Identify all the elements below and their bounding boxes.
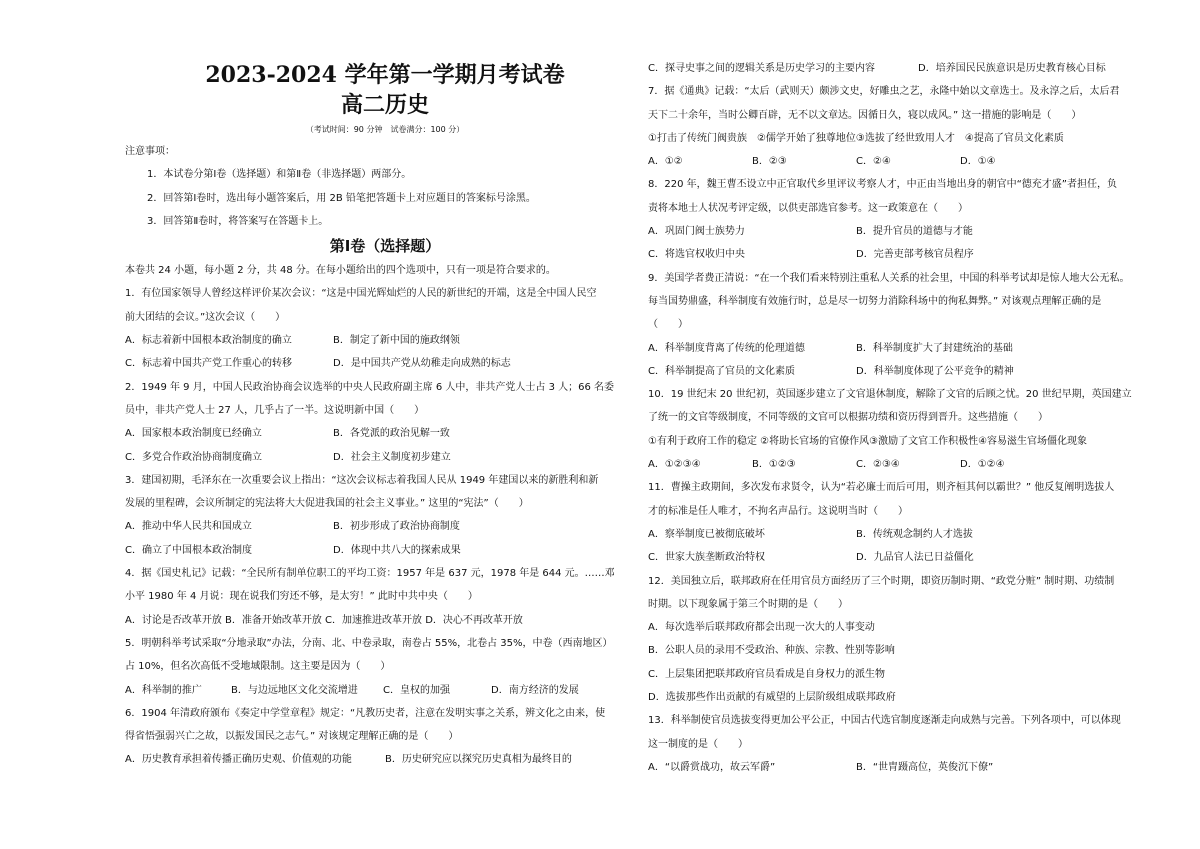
question-stem: 前大团结的会议。”这次会议（ ） [125, 311, 286, 323]
options-row [125, 329, 645, 352]
question-stem: 才的标准是任人唯才，不拘名声品行。这说明当时（ ） [648, 505, 908, 517]
options-line: A．讨论是否改革开放 B．准备开始改革开放 C．加速推进改革开放 D．决心不再改革开放 [125, 614, 523, 626]
question-4 [125, 562, 645, 632]
options-row [125, 748, 645, 771]
options-row [125, 352, 645, 375]
option-a: A．历史教育承担着传播正确历史观、价值观的功能 [125, 754, 352, 766]
question-stem: 10．19 世纪末 20 世纪初，英国逐步建立了文官退休制度，解除了文官的后顾之忧。20 世纪早期，英国建立 [648, 389, 1132, 401]
question-3 [125, 469, 645, 562]
option-a: A．①②③④ [648, 459, 701, 471]
question-stem: 13．科举制使官员选拔变得更加公平公正，中国古代选官制度逐渐走向成熟与完善。下列各项中，可以体现 [648, 715, 1121, 727]
options-row [648, 150, 1168, 173]
question-stem: 责将本地士人状况考评定级，以供吏部选官参考。这一政策意在（ ） [648, 202, 968, 214]
question-9 [648, 267, 1168, 383]
option-d: D．是中国共产党从幼稚走向成熟的标志 [333, 358, 511, 370]
options-row [125, 679, 645, 702]
option-b: B．历史研究应以探究历史真相为最终目的 [385, 754, 572, 766]
question-stem: 了统一的文官等级制度，不同等级的文官可以根据功绩和资历得到晋升。这些措施（ ） [648, 412, 1048, 424]
options-row [125, 422, 645, 445]
option-a: A．巩固门阀士族势力 [648, 226, 745, 238]
option-b: B．科举制度扩大了封建统治的基础 [856, 342, 1013, 354]
option-b: B．“世胄蹑高位，英俊沉下僚” [856, 761, 994, 773]
option-d: D．南方经济的发展 [491, 684, 579, 696]
question-stem: ①有利于政府工作的稳定 ②将助长官场的官僚作风③激励了文官工作积极性④容易滋生官场僵化现象 [648, 435, 1088, 447]
option-d: D．①④ [960, 156, 996, 168]
question-6 [125, 702, 645, 772]
option-c: C．标志着中国共产党工作重心的转移 [125, 358, 292, 370]
option-c: C．②③④ [856, 459, 900, 471]
option-d: D．①②④ [960, 459, 1005, 471]
option-b: B．①②③ [752, 459, 796, 471]
question-stem: 2．1949 年 9 月，中国人民政治协商会议选举的中央人民政府副主席 6 人中，非共产党人士占 3 人；66 名委 [125, 381, 615, 393]
option-b: B．②③ [752, 156, 787, 168]
notice-item: 1．本试卷分第Ⅰ卷（选择题）和第Ⅱ卷（非选择题）两部分。 [147, 169, 412, 181]
option-b: B．与边远地区文化交流增进 [231, 684, 358, 696]
question-stem: 天下二十余年，当时公卿百辟，无不以文章达。因循日久，寝以成风。” 这一措施的影响是（ ） [648, 109, 1082, 121]
options-row [648, 243, 1168, 266]
option-b: B．传统观念制约人才选拔 [856, 528, 973, 540]
option-c: C．多党合作政治协商制度确立 [125, 451, 262, 463]
option-b: B．制定了新中国的施政纲领 [333, 335, 460, 347]
option-b: B．初步形成了政治协商制度 [333, 521, 460, 533]
question-stem: 得省悟强弱兴亡之故，以振发国民之志气。” 对该规定理解正确的是（ ） [125, 731, 459, 743]
option-a: A．察举制度已被彻底破坏 [648, 528, 765, 540]
question-7 [648, 80, 1168, 173]
option-c: C．皇权的加强 [383, 684, 450, 696]
option-a: A．标志着新中国根本政治制度的确立 [125, 335, 292, 347]
option-b: B．公职人员的录用不受政治、种族、宗教、性别等影响 [648, 645, 895, 657]
notice-heading: 注意事项： [125, 146, 175, 157]
option-a: A．①② [648, 156, 683, 168]
question-stem: 每当国势鼎盛，科举制度有效施行时，总是尽一切努力消除科场中的徇私舞弊。” 对该观点理解正确的是 [648, 295, 1102, 307]
options-row [648, 453, 1168, 476]
option-c: C．世家大族垄断政治特权 [648, 552, 765, 564]
option-d: D．科举制度体现了公平竞争的精神 [856, 365, 1014, 377]
options-row [648, 756, 1168, 779]
option-d: D．选拔那些作出贡献的有威望的上层阶级组成联邦政府 [648, 692, 896, 704]
option-d: D．体现中共八大的探索成果 [333, 544, 461, 556]
option-c: C．确立了中国根本政治制度 [125, 544, 252, 556]
question-stem: 3．建国初期，毛泽东在一次重要会议上指出：“这次会议标志着我国人民从 1949 年建国以来的新胜利和新 [125, 474, 599, 486]
option-c: C．将选官权收归中央 [648, 249, 745, 261]
option-d: D．社会主义制度初步建立 [333, 451, 451, 463]
right-column [648, 0, 1168, 779]
question-stem: ①打击了传统门阀贵族 ②儒学开始了独尊地位③选拔了经世致用人才 ④提高了官员文化素质 [648, 132, 1064, 144]
options-row [648, 337, 1168, 360]
question-13 [648, 709, 1168, 779]
option-d: D．完善吏部考核官员程序 [856, 249, 974, 261]
question-stem: 时期。以下现象属于第三个时期的是（ ） [648, 598, 848, 610]
question-1 [125, 282, 645, 375]
question-stem: 5．明朝科举考试采取“分地录取”办法，分南、北、中卷录取，南卷占 55%，北卷占 35%，中卷（西南地区） [125, 637, 613, 649]
question-stem: 6．1904 年清政府颁布《奏定中学堂章程》规定：“凡教历史者，注意在发明实事之关系，辨文化之由来，使 [125, 707, 606, 719]
section-intro: 本卷共 24 小题，每小题 2 分，共 48 分。在每小题给出的四个选项中，只有一项是符合要求的。 [125, 265, 556, 277]
options-row [125, 539, 645, 562]
question-stem: 小平 1980 年 4 月说：现在说我们穷还不够，是太穷！” 此时中共中央（ ） [125, 591, 478, 603]
exam-subtitle: 高二历史 [340, 92, 429, 118]
left-column [125, 0, 645, 772]
options-row [648, 220, 1168, 243]
exam-info: （考试时间：90 分钟 试卷满分：100 分） [305, 125, 465, 134]
option-a: A．科举制度背离了传统的伦理道德 [648, 342, 805, 354]
question-stem: 员中，非共产党人士 27 人，几乎占了一半。这说明新中国（ ） [125, 404, 425, 416]
options-row [648, 546, 1168, 569]
question-stem: （ ） [648, 319, 688, 331]
option-c: C．上层集团把联邦政府官员看成是自身权力的派生物 [648, 668, 885, 680]
question-stem: 7．据《通典》记载：“太后（武则天）颇涉文史，好雕虫之艺，永隆中始以文章选士。及永淳之后，太后君 [648, 86, 1120, 98]
question-2 [125, 376, 645, 469]
options-row [125, 446, 645, 469]
section-title: 第Ⅰ卷（选择题） [329, 237, 441, 256]
question-stem: 12．美国独立后，联邦政府在任用官员方面经历了三个时期，即资历制时期、“政党分赃” 制时期、功绩制 [648, 575, 1115, 587]
question-stem: 1．有位国家领导人曾经这样评价某次会议：“这是中国光辉灿烂的人民的新世纪的开端，这是全中国人民空 [125, 288, 597, 300]
options-row [648, 57, 1168, 80]
option-a: A．国家根本政治制度已经确立 [125, 428, 262, 440]
question-stem: 占 10%，但名次高低不受地域限制。这主要是因为（ ） [125, 661, 391, 673]
question-stem: 11．曹操主政期间，多次发布求贤令，认为“若必廉士而后可用，则齐桓其何以霸世？” 他反复阐明选拔人 [648, 482, 1115, 494]
question-stem: 发展的里程碑，会议所制定的宪法将大大促进我国的社会主义事业。” 这里的“宪法”（ ） [125, 498, 529, 510]
options-row [648, 360, 1168, 383]
option-a: A．科举制的推广 [125, 684, 202, 696]
option-c: C．②④ [856, 156, 891, 168]
option-d: D．九品官人法已日益僵化 [856, 552, 974, 564]
question-10 [648, 383, 1168, 476]
options-row [125, 515, 645, 538]
question-stem: 这一制度的是（ ） [648, 738, 748, 750]
question-stem: 8．220 年，魏王曹丕设立中正官取代乡里评议考察人才，中正由当地出身的朝官中“德充才盛”者担任，负 [648, 179, 1117, 191]
notice-item: 2．回答第Ⅰ卷时，选出每小题答案后，用 2B 铅笔把答题卡上对应题目的答案标号涂黑。 [147, 192, 536, 204]
option-d: D．培养国民民族意识是历史教育核心目标 [918, 63, 1106, 74]
option-a: A．每次选举后联邦政府都会出现一次大的人事变动 [648, 622, 875, 634]
options-row [648, 523, 1168, 546]
option-b: B．提升官员的道德与才能 [856, 226, 973, 238]
question-5 [125, 632, 645, 702]
option-c: C．科举制提高了官员的文化素质 [648, 365, 795, 377]
question-8 [648, 173, 1168, 266]
question-stem: 4．据《国史札记》记载：“全民所有制单位职工的平均工资：1957 年是 637 元，1978 年是 644 元。……邓 [125, 568, 615, 580]
question-12 [648, 570, 1168, 710]
question-11 [648, 476, 1168, 569]
exam-title: 2023-2024 学年第一学期月考试卷 [205, 62, 565, 88]
question-stem: 9．美国学者费正清说：“在一个我们看来特别注重私人关系的社会里，中国的科举考试却是惊人地大公无私。 [648, 272, 1130, 284]
option-b: B．各党派的政治见解一致 [333, 428, 450, 440]
option-a: A．推动中华人民共和国成立 [125, 521, 252, 533]
option-a: A．“以爵赏战功，故云军爵” [648, 761, 776, 773]
notice-item: 3．回答第Ⅱ卷时，将答案写在答题卡上。 [147, 215, 329, 227]
option-c: C．探寻史事之间的逻辑关系是历史学习的主要内容 [648, 63, 875, 74]
